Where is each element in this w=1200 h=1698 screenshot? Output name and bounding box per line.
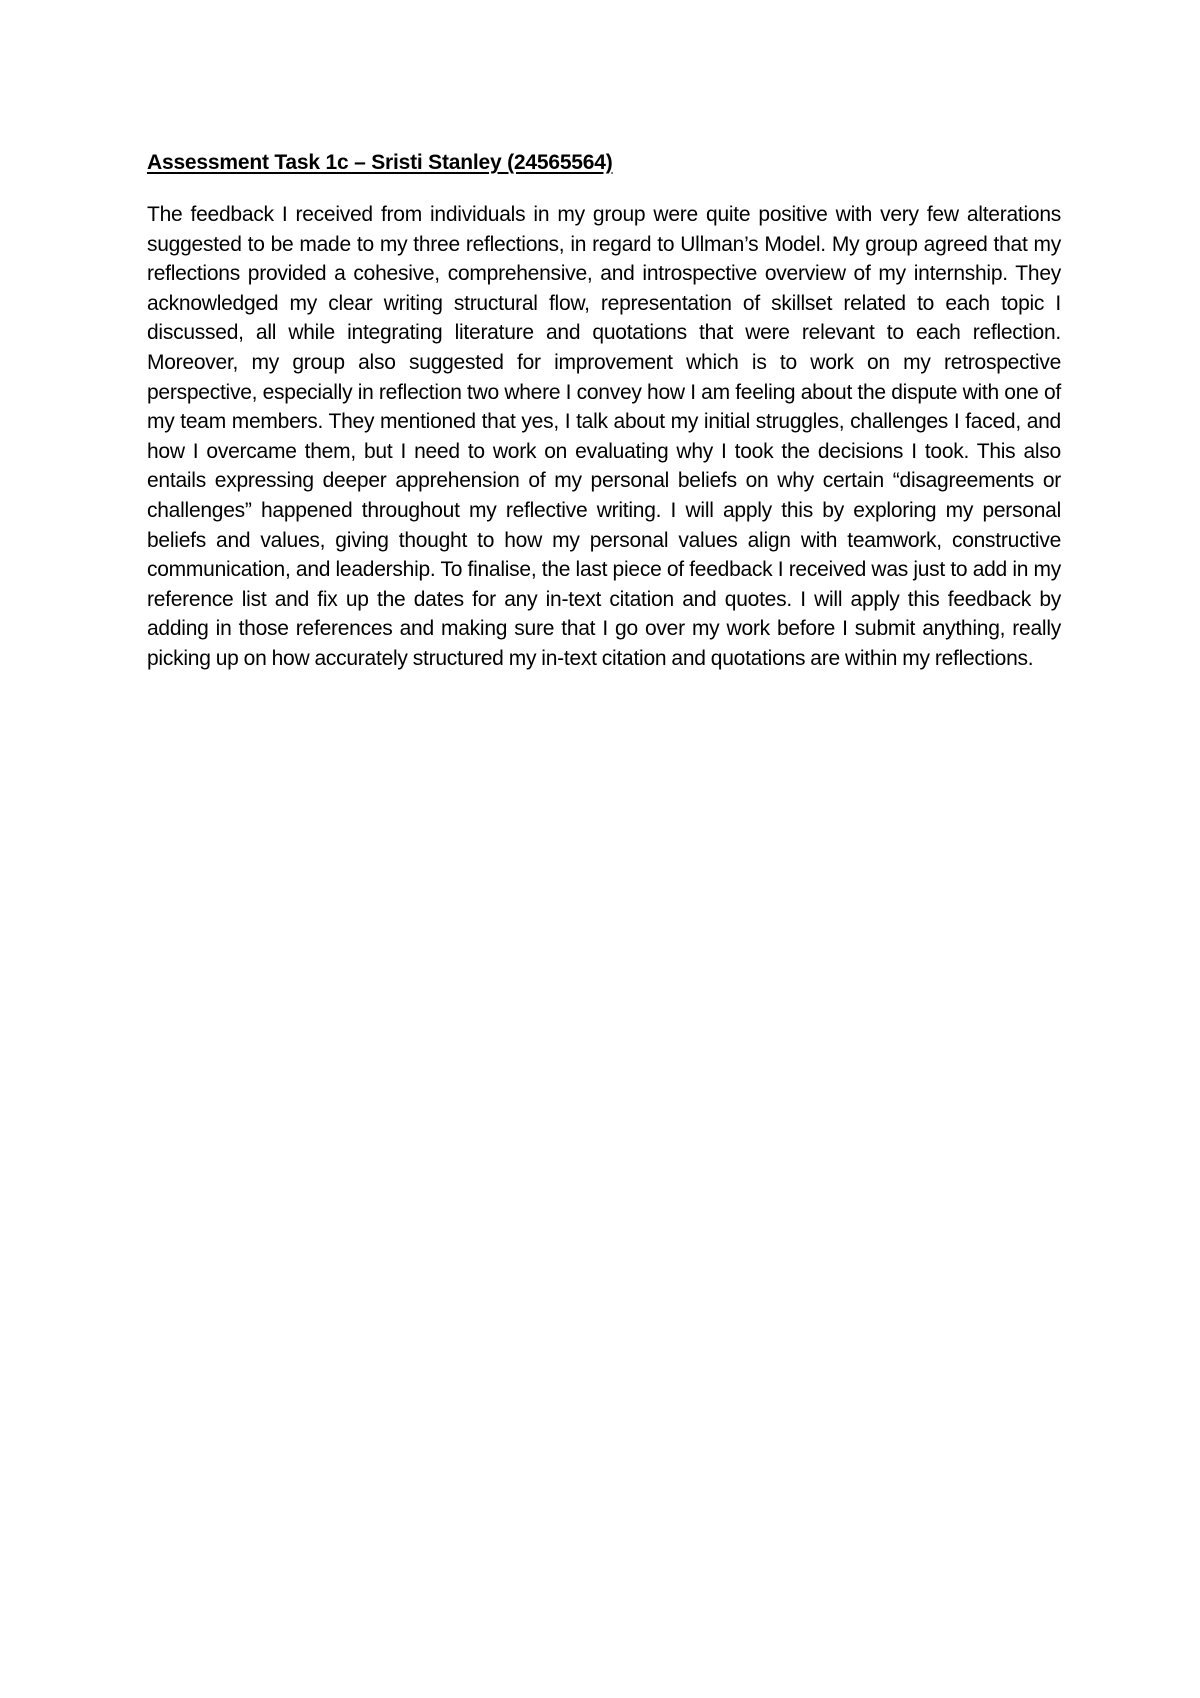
document-title: Assessment Task 1c – Sristi Stanley (24565564) [147, 151, 613, 174]
document-content [147, 148, 1061, 674]
document-body-paragraph: The feedback I received from individuals in my group were quite positive with very few alterations suggested to be made to my three reflections, in regard to Ullman’s Model. My group agreed that my reflections provided a cohesive, comprehensive, and introspective overview of my internship. They acknowledged my clear writing structural flow, representation of skillset related to each topic I discussed, all while integrating literature and quotations that were relevant to each reflection. Moreover, my group also suggested for improvement which is to work on my retrospective perspective, especially in reflection two where I convey how I am feeling about the dispute with one of my team members. They mentioned that yes, I talk about my initial struggles, challenges I faced, and how I overcame them, but I need to work on evaluating why I took the decisions I took. This also entails expressing deeper apprehension of my personal beliefs on why certain “disagreements or challenges” happened throughout my reflective writing. I will apply this by exploring my personal beliefs and values, giving thought to how my personal values align with teamwork, constructive communication, and leadership. To finalise, the last piece of feedback I received was just to add in my reference list and fix up the dates for any in-text citation and quotes. I will apply this feedback by adding in those references and making sure that I go over my work before I submit anything, really picking up on how accurately structured my in-text citation and quotations are within my reflections. [147, 203, 1061, 670]
